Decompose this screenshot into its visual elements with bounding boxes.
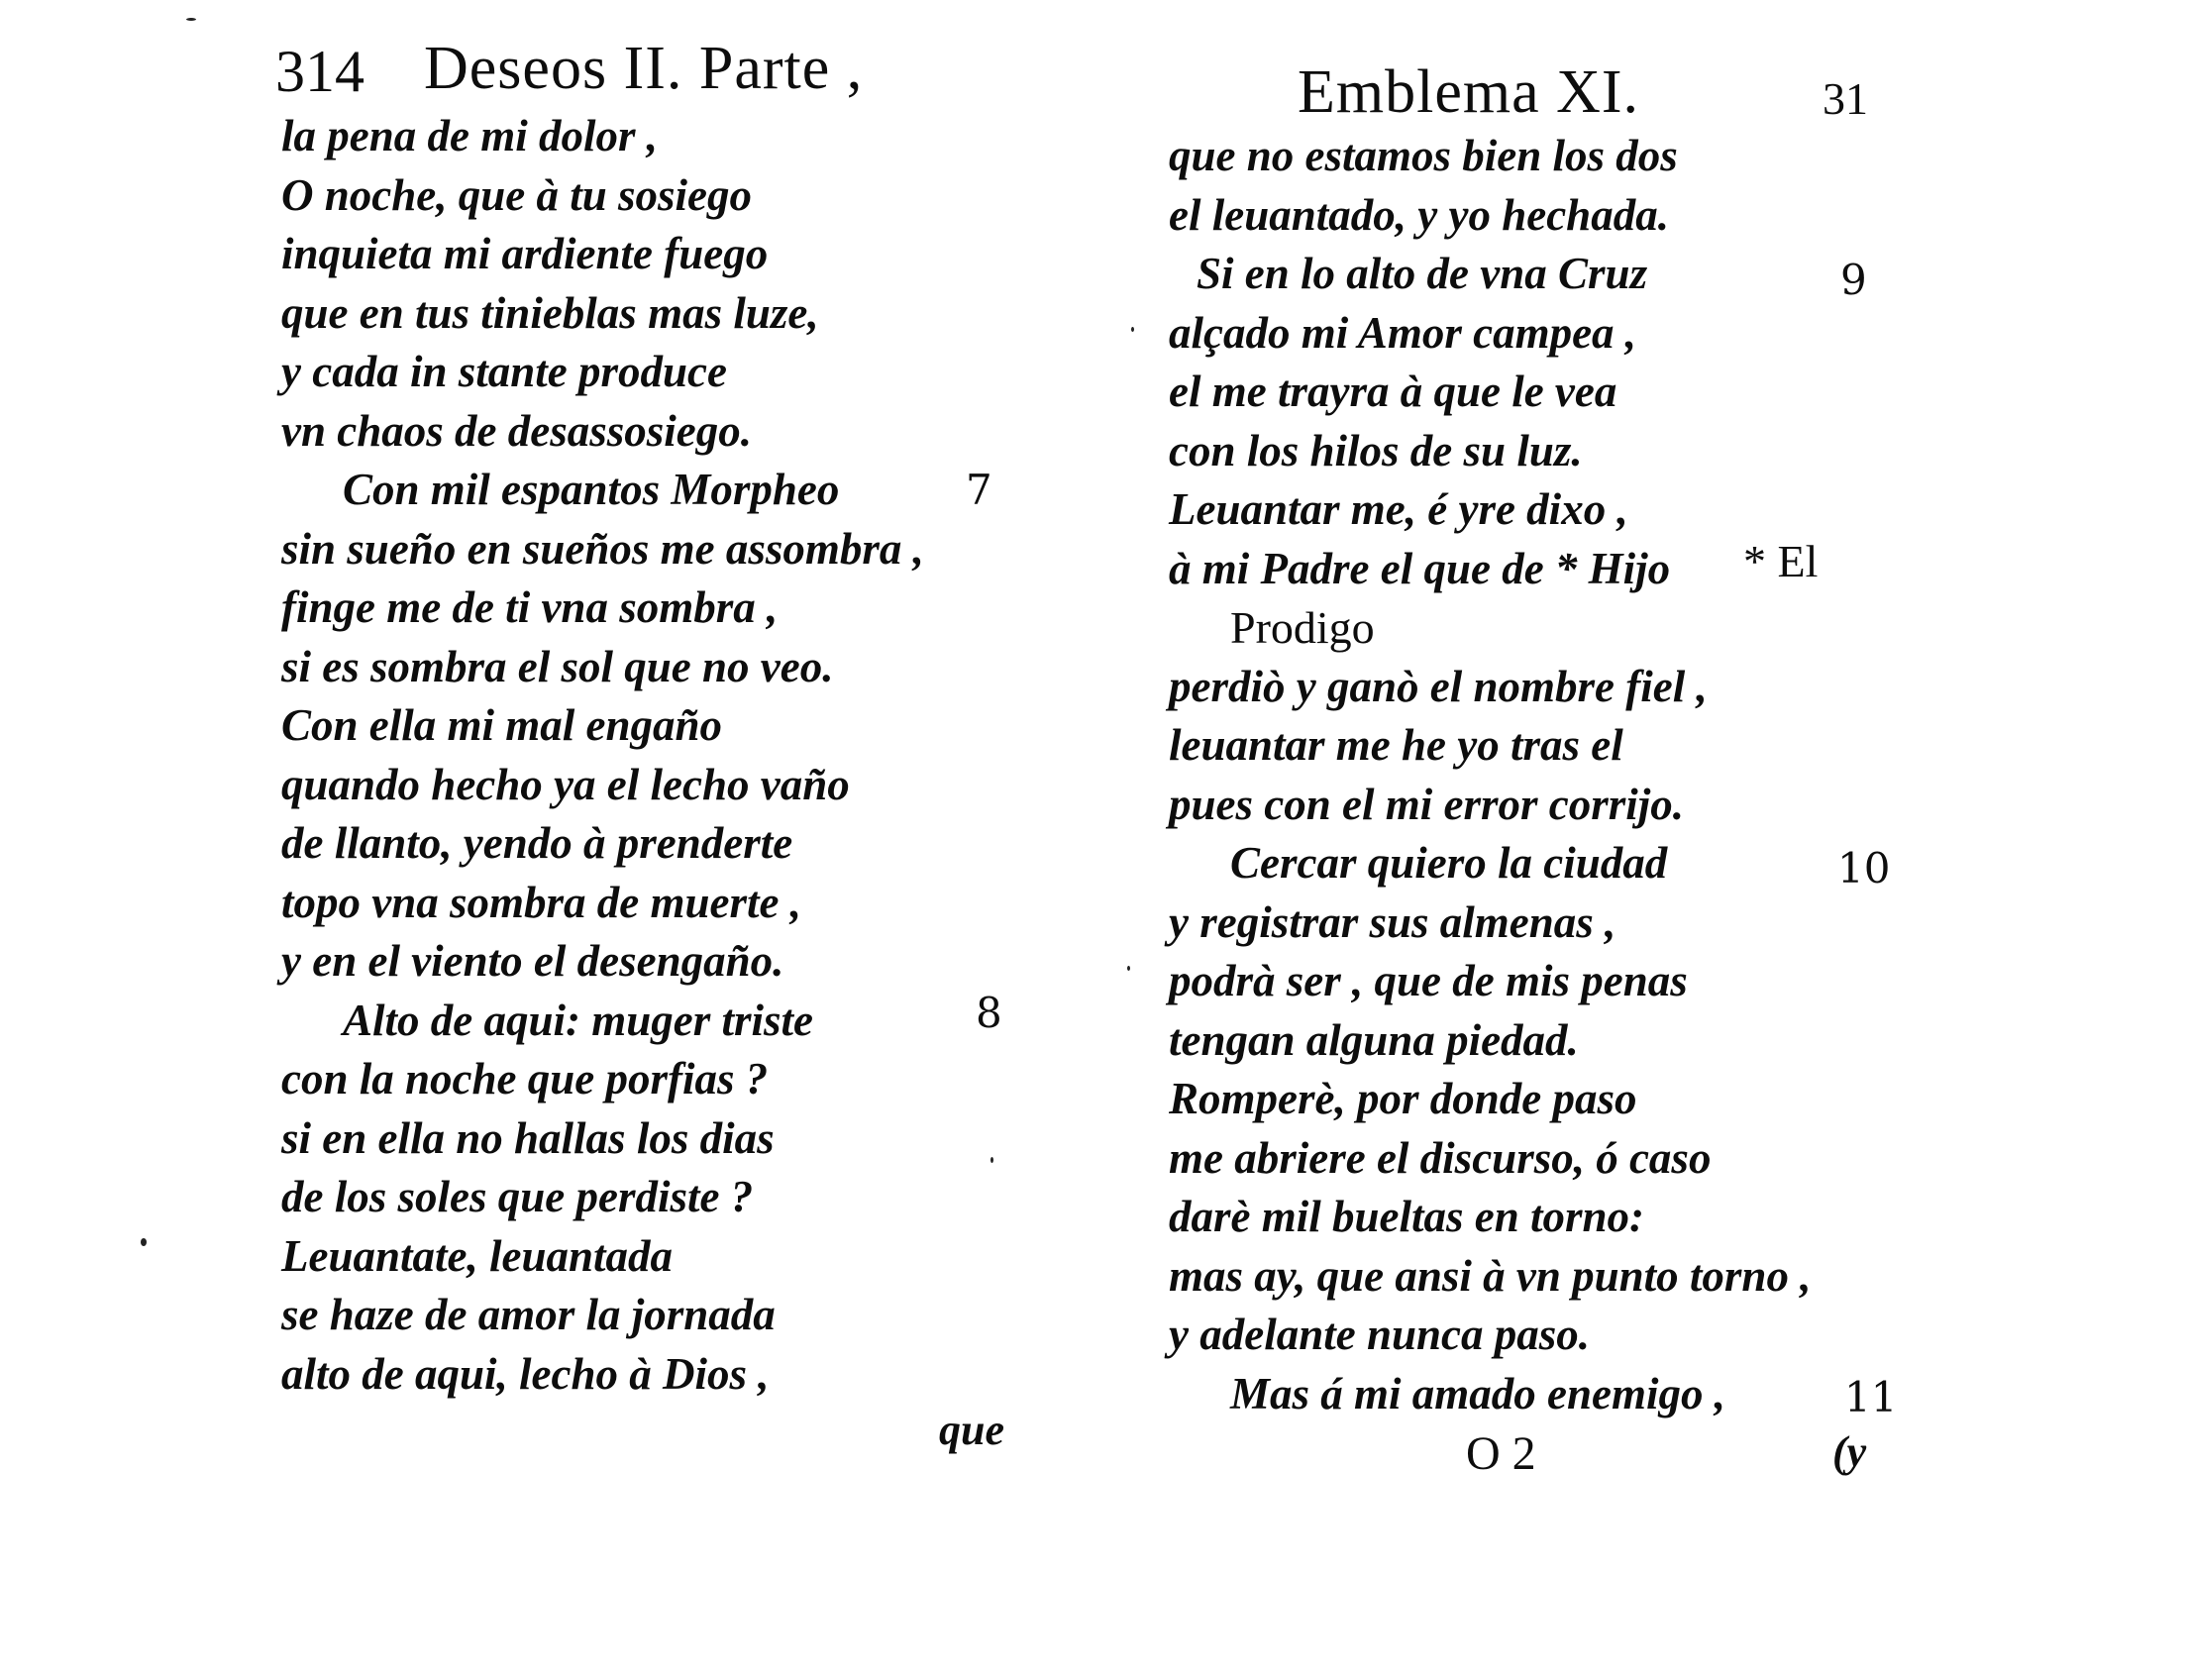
- verse-line: tengan alguna piedad.: [1169, 1014, 1579, 1065]
- stanza-number: 9: [1840, 256, 1867, 304]
- verse-line: pues con el mi error corrijo.: [1169, 779, 1685, 829]
- verse-line: topo vna sombra de muerte ,: [281, 877, 801, 927]
- verse-line: perdiò y ganò el nombre fiel ,: [1169, 661, 1708, 711]
- verse-line: Leuantar me, é yre dixo ,: [1169, 484, 1628, 534]
- print-speck: [990, 1157, 993, 1163]
- verse-line: Si en lo alto de vna Cruz: [1197, 249, 1648, 298]
- verse-line: y cada in stante produce: [281, 347, 727, 396]
- marginal-note: * El: [1743, 536, 1819, 586]
- stanza-number: 10: [1837, 844, 1891, 892]
- catchword: que: [939, 1406, 1004, 1454]
- verse-line: se haze de amor la jornada: [281, 1290, 776, 1339]
- print-speck: [1131, 327, 1134, 332]
- verse-line: Con ella mi mal engaño: [281, 700, 723, 750]
- marginal-note-continuation: Prodigo: [1230, 602, 1375, 653]
- right-page-number: 31: [1823, 73, 1868, 124]
- verse-line: y registrar sus almenas ,: [1169, 896, 1616, 947]
- stanza-number: 11: [1844, 1373, 1898, 1421]
- verse-line: darè mil bueltas en torno:: [1169, 1192, 1645, 1241]
- stanza-number: 7: [966, 466, 992, 514]
- verse-line: Leuantate, leuantada: [281, 1230, 674, 1281]
- verse-line: me abriere el discurso, ó caso: [1169, 1132, 1712, 1183]
- verse-line: Romperè, por donde paso: [1169, 1074, 1637, 1123]
- verse-line: quando hecho ya el lecho vaño: [281, 759, 850, 809]
- verse-line: leuantar me he yo tras el: [1169, 720, 1623, 770]
- verse-line: mas ay, que ansi à vn punto torno ,: [1169, 1250, 1812, 1301]
- verse-line: à mi Padre el que de * Hijo: [1169, 543, 1671, 593]
- verse-line: alto de aqui, lecho à Dios ,: [281, 1348, 770, 1399]
- right-running-title: Emblema XI.: [1298, 58, 1640, 126]
- verse-line: Mas á mi amado enemigo ,: [1230, 1368, 1726, 1418]
- print-speck: [141, 1238, 147, 1246]
- verse-line: inquieta mi ardiente fuego: [281, 229, 769, 278]
- verse-line: de llanto, yendo à prenderte: [281, 818, 793, 868]
- catchword: (y: [1832, 1427, 1867, 1476]
- verse-line: la pena de mi dolor ,: [281, 111, 658, 160]
- verse-line: Alto de aqui: muger triste: [343, 995, 814, 1045]
- verse-line: que no estamos bien los dos: [1169, 131, 1678, 180]
- verse-line: con los hilos de su luz.: [1169, 425, 1583, 475]
- verse-line: y adelante nunca paso.: [1169, 1310, 1591, 1359]
- stanza-number: 8: [976, 989, 1002, 1037]
- verse-line: el leuantado, y yo hechada.: [1169, 189, 1669, 240]
- signature-mark: O 2: [1466, 1427, 1536, 1480]
- verse-line: alçado mi Amor campea ,: [1169, 307, 1637, 358]
- verse-line: si en ella no hallas los dias: [281, 1112, 775, 1163]
- verse-line: si es sombra el sol que no veo.: [281, 641, 834, 691]
- verse-line: Con mil espantos Morpheo: [343, 465, 840, 514]
- right-page: [1139, 0, 2188, 1680]
- verse-line: y en el viento el desengaño.: [281, 936, 784, 986]
- verse-line: vn chaos de desassosiego.: [281, 405, 752, 456]
- verse-line: podrà ser , que de mis penas: [1169, 956, 1688, 1005]
- left-verse-block: [281, 107, 924, 1404]
- left-running-title: Deseos II. Parte ,: [424, 35, 864, 102]
- verse-line: finge me de ti vna sombra ,: [281, 582, 779, 632]
- verse-line: el me trayra à que le vea: [1169, 367, 1617, 416]
- print-speck: [1127, 966, 1130, 971]
- verse-line: que en tus tinieblas mas luze,: [281, 287, 819, 338]
- print-speck: [186, 18, 196, 21]
- verse-line: O noche, que à tu sosiego: [281, 169, 753, 220]
- left-page-number: 314: [275, 39, 365, 104]
- verse-line: con la noche que porfias ?: [281, 1054, 769, 1103]
- verse-line: Cercar quiero la ciudad: [1230, 838, 1668, 888]
- right-verse-block: [1169, 127, 1811, 1423]
- verse-line: de los soles que perdiste ?: [281, 1172, 754, 1221]
- verse-line: sin sueño en sueños me assombra ,: [281, 523, 924, 574]
